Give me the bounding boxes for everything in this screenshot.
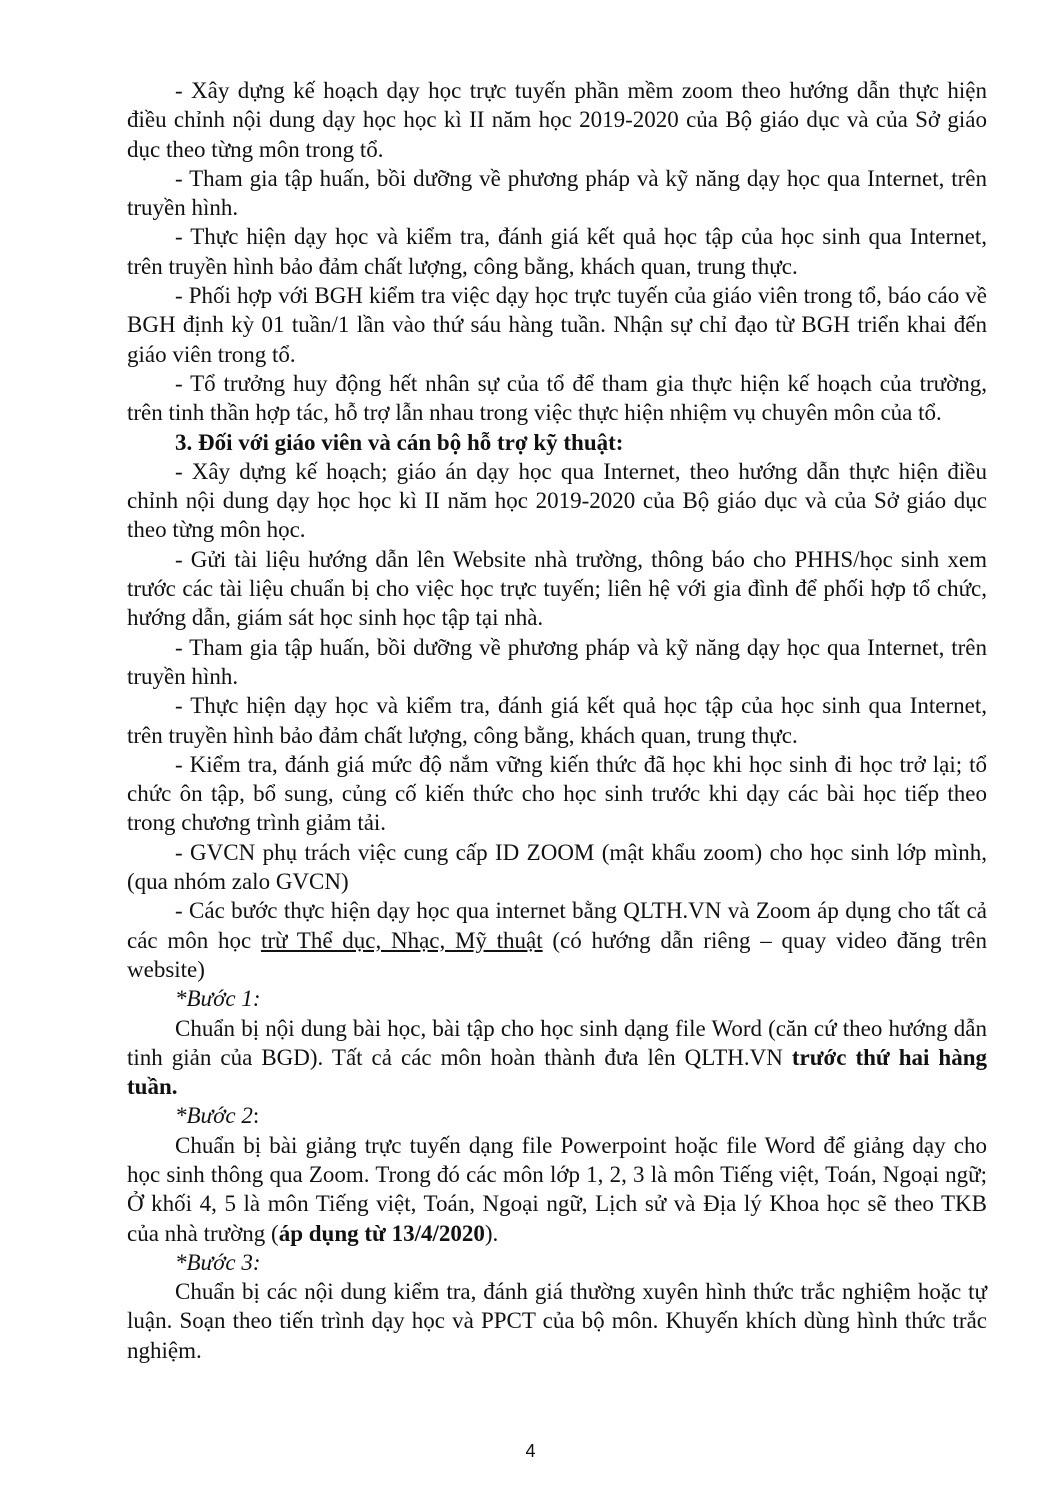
paragraph: - Gửi tài liệu hướng dẫn lên Website nhà trường, thông báo cho PHHS/học sinh xem trước các tài liệu chuẩn bị cho việc học trực tuyến; liên hệ với gia đình để phối hợp tổ chức, hướng dẫn, giám sát học sinh học tập tại nhà. <box>127 546 987 631</box>
step-2-body: Chuẩn bị bài giảng trực tuyến dạng file Powerpoint hoặc file Word để giảng dạy cho học sinh thông qua Zoom. Trong đó các môn lớp 1, 2, 3 là môn Tiếng việt, Toán, Ngoại ngữ; Ở khối 4, 5 là môn Tiếng việt, Toán, Ngoại ngữ, Lịch sử và Địa lý Khoa học sẽ theo TKB của nhà trường ( <box>127 1132 987 1246</box>
paragraph: - Xây dựng kế hoạch; giáo án dạy học qua Internet, theo hướng dẫn thực hiện điều chỉnh nội dung dạy học học kì II năm học 2019-2020 của Bộ giáo dục và của Sở giáo dục theo từng môn học. <box>127 458 987 543</box>
page-number: 4 <box>525 1441 536 1461</box>
step-2-label-text: *Bước 2 <box>175 1103 253 1129</box>
step-2-label <box>127 1101 987 1130</box>
step-1-text <box>127 1014 987 1102</box>
paragraph: - Thực hiện dạy học và kiểm tra, đánh giá kết quả học tập của học sinh qua Internet, trên truyền hình bảo đảm chất lượng, công bằng, khách quan, trung thực. <box>127 224 987 279</box>
step-2-apply-date: áp dụng từ 13/4/2020 <box>278 1220 485 1246</box>
paragraph: - Thực hiện dạy học và kiểm tra, đánh giá kết quả học tập của học sinh qua Internet, trên truyền hình bảo đảm chất lượng, công bằng, khách quan, trung thực. <box>127 693 987 748</box>
paragraph: - Kiểm tra, đánh giá mức độ nắm vững kiến thức đã học khi học sinh đi học trở lại; tổ chức ôn tập, bổ sung, củng cố kiến thức cho học sinh trước khi dạy các bài học tiếp theo trong chương trình giảm tải. <box>127 751 987 836</box>
step-1-label: *Bước 1: <box>175 986 261 1012</box>
step-2-text <box>127 1131 987 1248</box>
section-heading: 3. Đối với giáo viên và cán bộ hỗ trợ kỹ thuật: <box>175 429 624 455</box>
excluded-subjects: trừ Thể dục, Nhạc, Mỹ thuật <box>260 927 543 953</box>
paragraph: - GVCN phụ trách việc cung cấp ID ZOOM (mật khẩu zoom) cho học sinh lớp mình, (qua nhóm zalo GVCN) <box>127 839 987 895</box>
paragraph: - Xây dựng kế hoạch dạy học trực tuyến phần mềm zoom theo hướng dẫn thực hiện điều chỉnh nội dung dạy học học kì II năm học 2019-2020 của Bộ giáo dục và của Sở giáo dục theo từng môn trong tổ. <box>127 78 987 162</box>
step-1-deadline: trước thứ hai hàng tuần. <box>127 1044 987 1100</box>
document-body <box>127 76 987 1365</box>
step-2-end: ). <box>484 1220 499 1246</box>
step-1-body: Chuẩn bị nội dung bài học, bài tập cho học sinh dạng file Word (căn cứ theo hướng dẫn tinh giản của BGD). Tất cả các môn hoàn thành đưa lên QLTH.VN <box>127 1015 987 1070</box>
paragraph: - Tham gia tập huấn, bồi dưỡng về phương pháp và kỹ năng dạy học qua Internet, trên truyền hình. <box>127 165 987 221</box>
step-2-label-colon: : <box>252 1103 260 1129</box>
steps-intro-text: - Các bước thực hiện dạy học qua internet bằng QLTH.VN và Zoom áp dụng cho tất cả các môn học <box>127 898 987 953</box>
step-3-text: Chuẩn bị các nội dung kiểm tra, đánh giá thường xuyên hình thức trắc nghiệm hoặc tự luận. Soạn theo tiến trình dạy học và PPCT của bộ môn. Khuyến khích dùng hình thức trắc nghiệm. <box>127 1279 987 1363</box>
paragraph-steps-intro <box>127 896 987 984</box>
steps-intro-note: (có hướng dẫn riêng – quay video đăng trên website) <box>127 927 987 982</box>
paragraph: - Phối hợp với BGH kiểm tra việc dạy học trực tuyến của giáo viên trong tổ, báo cáo về BGH định kỳ 01 tuần/1 lần vào thứ sáu hàng tuần. Nhận sự chỉ đạo từ BGH triển khai đến giáo viên trong tổ. <box>127 283 987 367</box>
paragraph: - Tổ trưởng huy động hết nhân sự của tổ để tham gia thực hiện kế hoạch của trường, trên tinh thần hợp tác, hỗ trợ lẫn nhau trong việc thực hiện nhiệm vụ chuyên môn của tổ. <box>127 370 987 426</box>
paragraph: - Tham gia tập huấn, bồi dưỡng về phương pháp và kỹ năng dạy học qua Internet, trên truyền hình. <box>127 634 987 689</box>
step-3-label: *Bước 3: <box>175 1249 261 1275</box>
